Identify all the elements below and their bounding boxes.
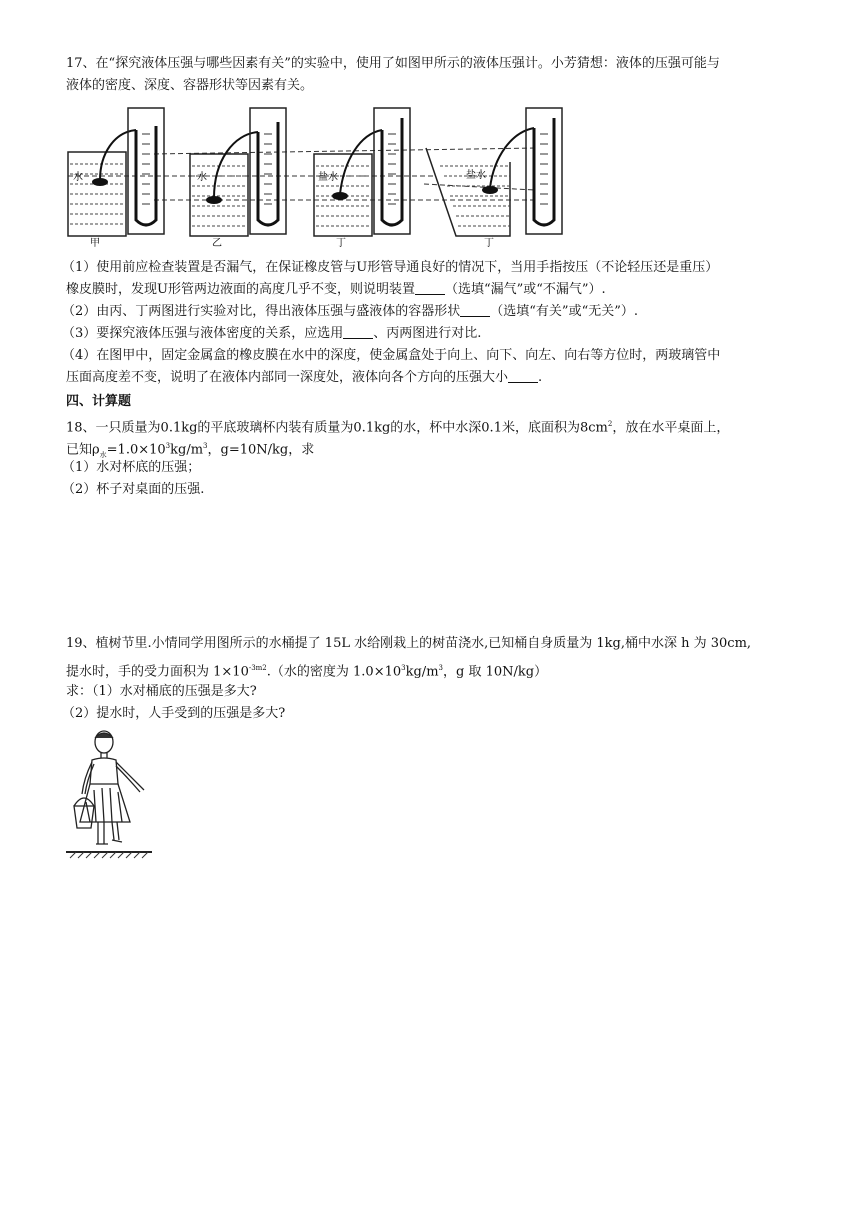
q18-line2: 已知$\rho_水=1.0\times 10^3kg/m^3$，g=10N/kg，求 (66, 442, 315, 459)
setup-yi (190, 108, 286, 249)
figure-label-jia: 甲 (90, 238, 100, 249)
liquid-label-ding: 盐水 (466, 170, 486, 181)
answer-blank-3[interactable] (343, 326, 373, 339)
q17-part1-line1: （1）使用前应检查装置是否漏气，在保证橡皮管与U形管导通良好的情况下，当用手指按压（不论轻压还是重压） (62, 260, 719, 275)
liquid-label-bing: 盐水 (318, 172, 338, 183)
answer-blank-1[interactable] (415, 282, 445, 295)
liquid-label-yi: 水 (197, 172, 207, 183)
q18-sub2: （2）杯子对桌面的压强. (62, 482, 205, 497)
q17-part4-line1: （4）在图甲中，固定金属盒的橡皮膜在水中的深度，使金属盒处于向上、向下、向左、向右等方位时，两玻璃管中 (62, 348, 721, 363)
setup-jia (68, 108, 164, 249)
q19-sub1: 求：（1）水对桶底的压强是多大? (66, 684, 257, 699)
q17-part3: （3）要探究液体压强与液体密度的关系，应选用 、丙两图进行对比. (62, 326, 482, 341)
q19-sub2: （2）提水时，人手受到的压强是多大? (62, 706, 286, 721)
q19-line1: 19、植树节里.小情同学用图所示的水桶提了 15L 水给刚栽上的树苗浇水,已知桶自身质量为 1kg,桶中水深 h 为 30cm, (66, 636, 752, 651)
q17-part1-line2: 橡皮膜时，发现U形管两边液面的高度几乎不变，则说明装置 （选填“漏气”或“不漏气”）. (66, 282, 606, 297)
girl-with-bucket-figure (64, 728, 164, 864)
pressure-gauge-figure (64, 104, 584, 250)
liquid-label-jia: 水 (73, 172, 83, 183)
q17-part4-line2: 压面高度差不变，说明了在液体内部同一深度处，液体向各个方向的压强大小 . (66, 370, 543, 385)
setup-ding (426, 108, 562, 249)
q18-sub1: （1）水对杯底的压强； (62, 460, 201, 475)
q18-line1: 18、一只质量为0.1kg的平底玻璃杯内装有质量为0.1kg的水，杯中水深0.1米，底面积为$8cm^2$，放在水平桌面上， (66, 420, 730, 436)
section-title-calculation: 四、计算题 (66, 394, 132, 409)
q17-line2: 液体的密度、深度、容器形状等因素有关。 (66, 78, 314, 93)
answer-blank-2[interactable] (460, 304, 490, 317)
figure-label-ding: 丁 (484, 238, 494, 249)
q17-line1: 17、在“探究液体压强与哪些因素有关”的实验中，使用了如图甲所示的液体压强计。小芳猜想：液体的压强可能与 (66, 56, 720, 71)
figure-label-bing: 丁 (336, 238, 346, 249)
q19-line2: 提水时，手的受力面积为 $1\times 10^{-3m2}$.（水的密度为 $1.0\times 10^3kg/m^3$，g 取 10N/kg） (66, 664, 548, 680)
figure-label-yi: 乙 (212, 238, 222, 249)
answer-blank-4[interactable] (508, 370, 538, 383)
q17-part2: （2）由丙、丁两图进行实验对比，得出液体压强与盛液体的容器形状 （选填“有关”或“无关”）. (62, 304, 638, 319)
setup-bing (314, 108, 410, 249)
